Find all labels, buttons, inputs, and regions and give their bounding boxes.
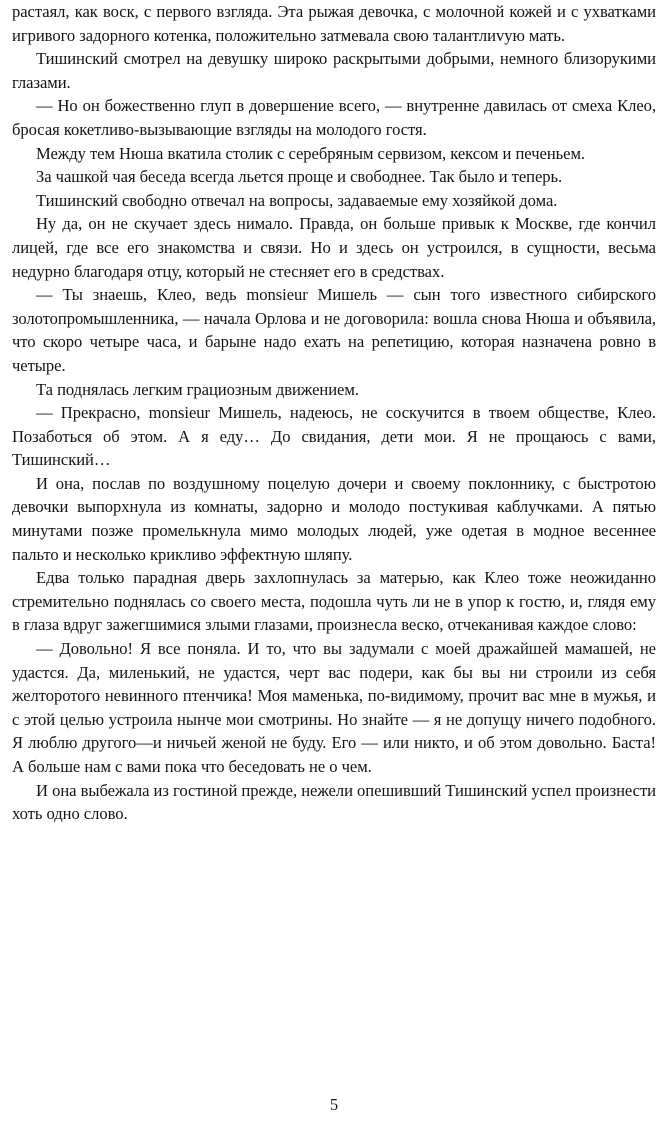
paragraph-continued: растаял, как воск, с первого взгляда. Эта рыжая девочка, с молочной кожей и с ухватками игривого задорного котенка, положительно затмевала свою талантлиvую мать.: [12, 2, 656, 45]
paragraph: За чашкой чая беседа всегда льется проще и свободнее. Так было и теперь.: [36, 167, 563, 187]
paragraph: Между тем Нюша вкатила столик с серебряным сервизом, кексом и печеньем.: [36, 143, 586, 163]
paragraph: Тишинский смотрел на девушку широко раскрытыми добрыми, немного близорукими глазами.: [12, 49, 656, 92]
paragraph: Ну да, он не скучает здесь нимало. Правда, он больше привык к Москве, где кончил лицей, где все его знакомства и связи. Но и здесь он устроился, в сущности, весьма недурно благодаря отцу, который не стесняет его в средствах.: [12, 214, 656, 281]
paragraph: — Прекрасно, monsieur Мишель, надеюсь, не соскучится в твоем обществе, Клео. Позаботься об этом. А я еду… До свидания, дети мои. Я не прощаюсь с вами, Тишинский…: [12, 403, 656, 470]
paragraph: И она, послав по воздушному поцелую дочери и своему поклоннику, с быстротою девочки выпорхнула из комнаты, задорно и молодо постукивая каблучками. А пятью минутами позже промелькнула мимо молодых людей, уже одетая в модное весеннее пальто и несколько крикливо эффектную шляпу.: [12, 473, 656, 564]
page-number: 5: [329, 1095, 339, 1114]
body-text: [12, 0, 656, 826]
paragraph: И она выбежала из гостиной прежде, нежели опешивший Тишинский успел произнести хоть одно слово.: [12, 780, 656, 824]
paragraph: Та поднялась легким грациозным движением.: [36, 379, 359, 399]
paragraph: — Но он божественно глуп в довершение всего, — внутренне давилась от смеха Клео, бросая кокетливо-вызывающие взгляды на молодого гостя.: [12, 96, 656, 139]
paragraph: Едва только парадная дверь захлопнулась за матерью, как Клео тоже неожиданно стремительно поднялась со своего места, подошла чуть ли не в упор к гостю, и, глядя ему в глаза вдруг зажегшимися злыми глазами, произнесла веско, отчеканивая каждое слово:: [12, 568, 656, 635]
paragraph: Тишинский свободно отвечал на вопросы, задаваемые ему хозяйкой дома.: [36, 190, 558, 210]
paragraph: — Ты знаешь, Клео, ведь monsieur Мишель — сын того известного сибирского золотопромышленника, — начала Орлова и не договорила: вошла снова Нюша и объявила, что скоро четыре часа, и барыне надо ехать на репетицию, которая назначена ровно в четыре.: [12, 285, 656, 375]
paragraph: — Довольно! Я все поняла. И то, что вы задумали с моей дражайшей мамашей, не удастся. Да, миленький, не удастся, черт вас подери, как бы вы ни строили из себя желторотого невинного птенчика! Моя маменька, по-видимому, прочит вас мне в мужья, и с этой целью устроила нынче мои смотрины. Но знайте — я не допущу ничего подобного. Я люблю другого—и ничьей женой не буду. Его — или никто, и об этом довольно. Баста! А больше нам с вами пока что беседовать не о чем.: [12, 639, 656, 776]
